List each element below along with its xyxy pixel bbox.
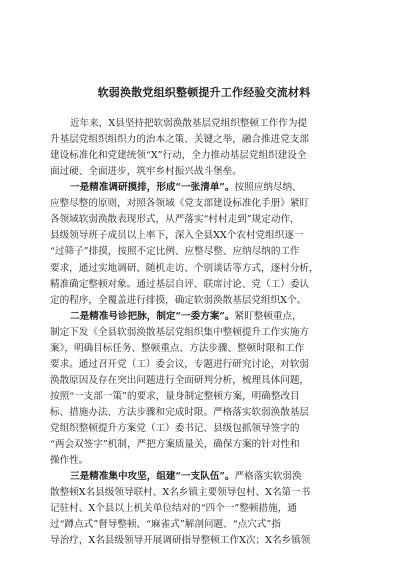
text-line: [70, 311, 302, 323]
text-line: “过筛子”排摸，按照不定比例、应整尽整、应纳尽纳的工作: [50, 246, 300, 258]
line-text: 按照应纳尽纳、: [234, 182, 302, 194]
document-title: 软弱涣散党组织整顿提升工作经验交流材料: [97, 86, 311, 99]
text-line: 精准确定整顿对象。通过基层自评、联席讨论、党（工）委认: [50, 278, 310, 290]
line-text: 紧盯整顿重点，: [234, 310, 302, 322]
text-line: 应整尽整的原则，对照各领域《党支部建设标准化手册》紧盯: [50, 198, 310, 210]
text-line: [70, 182, 302, 194]
text-line: 按照“一支部一策”的要求，量身制定整顿方案，明确整改目: [50, 390, 300, 402]
text-line: 涣散原因及存在突出问题进行全面研判分析，梳理具体问题，: [50, 374, 310, 386]
text-line: 要求。通过召开党（工）委会议，专题进行研究讨论，对软弱: [50, 358, 310, 370]
text-line: 升基层党组织组织力的治本之策、关键之举，融合推进党支部: [50, 134, 310, 146]
text-line: 面过硬、全面进步，筑牢乡村振兴战斗堡垒。: [50, 166, 242, 178]
section-heading: 一是精准调研摸排，形成“一张清单”。: [70, 182, 235, 194]
line-text: 严格落实软弱涣: [234, 471, 302, 483]
text-line: 导治疗，X名县级领导开展调研指导整顿工作X次；X名乡镇领: [50, 535, 311, 547]
text-line: 县级领导班子成员以上率下，深入全县XX个农村党组织逐一: [50, 230, 304, 242]
section-heading: 三是精准集中攻坚，组建“一支队伍”。: [70, 471, 235, 483]
text-line: 各领域软弱涣散表现形式，从严落实“村村走到”规定动作，: [50, 214, 300, 226]
text-line: 要求，通过实地调研、随机走访、个别谈话等方式，逐村分析，: [50, 262, 319, 274]
text-line: 记驻村、X个县以上机关单位结对的“四个一”整顿措施，通: [50, 503, 297, 515]
text-line: 案》，明确目标任务、整顿重点、方法步骤、整顿时限和工作: [50, 342, 305, 354]
text-line: 散整顿X名县级领导联村、X名乡镇主要领导包村、X名第一书: [50, 487, 311, 499]
text-line: “两会双签字”机制，严把方案质量关，确保方案的针对性和: [50, 439, 300, 450]
text-line: 过“蹲点式”督导整顿、“麻雀式”解剖问题、“点穴式”指: [50, 519, 281, 531]
text-line: 近年来，X县坚持把软弱涣散基层党组织整顿工作作为提: [70, 118, 308, 129]
text-line: 党组织整顿提升方案党（工）委书记、县级包抓领导签字的: [50, 422, 300, 434]
text-line: 定的程序，全覆盖进行排摸，确定软弱涣散基层党组织X个。: [50, 294, 307, 306]
text-line: 操作性。: [50, 455, 89, 467]
text-line: 制定下发《全县软弱涣散基层党组织集中整顿提升工作实施方: [50, 326, 310, 338]
text-line: 建设标准化和党建统领“X”行动，全力推动基层党组织建设全: [50, 150, 307, 162]
text-line: [70, 471, 302, 483]
text-line: 标、措施办法、方法步骤和完成时限。严格落实软弱涣散基层: [50, 406, 310, 418]
section-heading: 二是精准号诊把脉，制定“一委方案”。: [70, 310, 235, 322]
